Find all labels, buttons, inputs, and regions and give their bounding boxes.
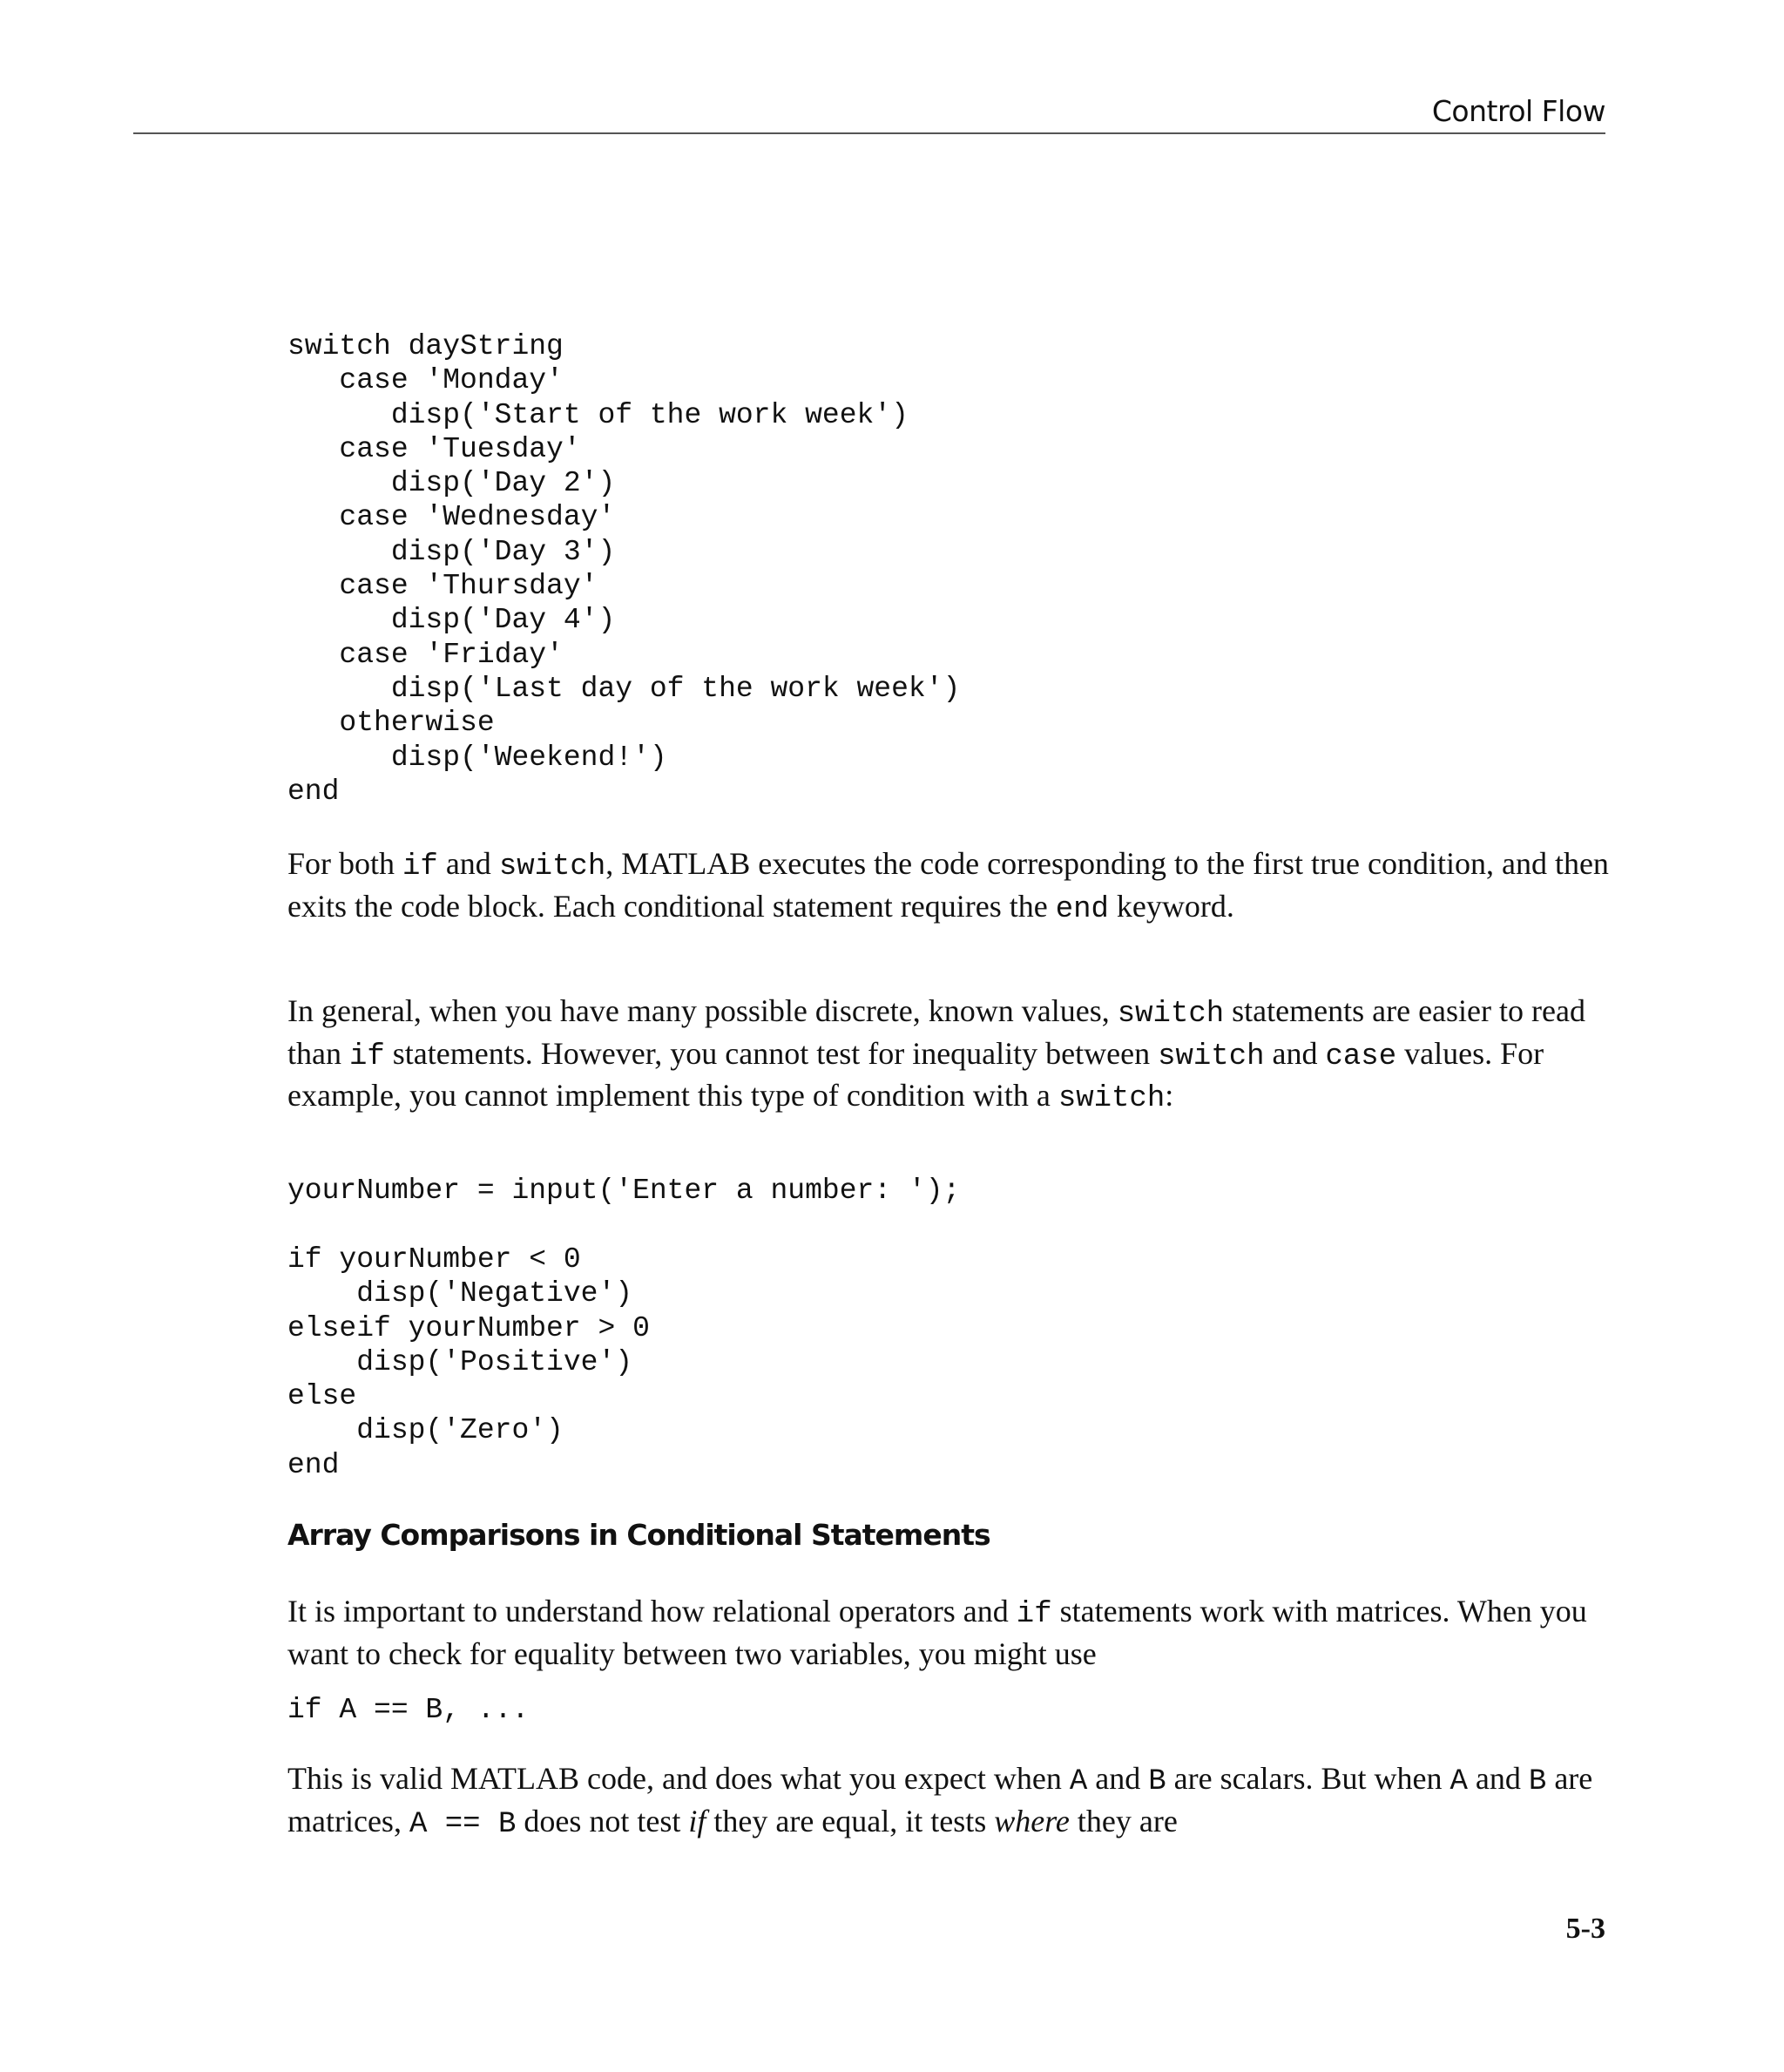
paragraph-text: For both	[287, 846, 403, 881]
paragraph-text: statements work with matrices. When you want to check for equality between two variables, you might use	[287, 1594, 1587, 1671]
paragraph-if-switch	[287, 844, 1612, 929]
code-block-input: yourNumber = input('Enter a number: ');	[287, 1175, 961, 1207]
paragraph-text: :	[1165, 1078, 1174, 1113]
paragraph-text: statements. However, you cannot test for inequality between	[384, 1035, 1159, 1071]
inline-code: switch	[1158, 1039, 1265, 1073]
paragraph-text: , MATLAB executes the code corresponding to the first true condition, and then exits the code block. Each conditional statement requires the	[287, 846, 1609, 924]
paragraph-text: and	[437, 846, 499, 881]
inline-code: switch	[498, 850, 606, 884]
section-heading: Array Comparisons in Conditional Statements	[287, 1518, 990, 1552]
inline-code: case	[1325, 1039, 1397, 1073]
inline-code: end	[1055, 892, 1109, 926]
emphasis-text: if	[688, 1803, 706, 1838]
code-block-if-elseif: if yourNumber < 0 disp('Negative') elseif yourNumber > 0 disp('Positive') else disp('Zero') end	[287, 1243, 650, 1481]
code-block-if-equal: if A == B, ...	[287, 1694, 530, 1726]
inline-code: A	[1069, 1765, 1088, 1798]
page-number: 5-3	[1565, 1913, 1605, 1945]
paragraph-text: and	[1264, 1035, 1326, 1071]
inline-code: A	[1450, 1765, 1468, 1798]
paragraph-text: are matrices,	[287, 1761, 1593, 1838]
emphasis-text: where	[994, 1803, 1070, 1838]
paragraph-text: and	[1467, 1761, 1529, 1796]
inline-code: A == B	[409, 1807, 517, 1841]
paragraph-switch-general	[287, 992, 1612, 1119]
paragraph-text: and	[1087, 1761, 1149, 1796]
paragraph-text: they are	[1069, 1803, 1178, 1838]
inline-code: if	[1016, 1598, 1052, 1631]
code-block-switch: switch dayString case 'Monday' disp('Start of the work week') case 'Tuesday' disp('Day 2') case 'Wednesday' disp('Day 3') case 'Thursday' disp('Day 4') case 'Friday' disp('Last day of the work week') otherwise disp('Weekend!') end	[287, 330, 961, 808]
inline-code: if	[348, 1039, 385, 1073]
inline-code: switch	[1058, 1082, 1166, 1115]
paragraph-text: It is important to understand how relational operators and	[287, 1594, 1017, 1628]
running-head	[133, 92, 1605, 134]
paragraph-text: statements are easier to read than	[287, 993, 1585, 1071]
paragraph-text: does not test	[516, 1803, 689, 1838]
paragraph-matrix-equality	[287, 1759, 1612, 1844]
inline-code: B	[1148, 1765, 1166, 1798]
paragraph-relational-operators	[287, 1592, 1612, 1673]
paragraph-text: they are equal, it tests	[706, 1803, 995, 1838]
inline-code: B	[1528, 1765, 1547, 1798]
paragraph-text: values. For example, you cannot implement this type of condition with a	[287, 1035, 1544, 1113]
paragraph-text: are scalars. But when	[1166, 1761, 1450, 1796]
paragraph-text: keyword.	[1108, 888, 1234, 924]
inline-code: switch	[1117, 998, 1225, 1031]
inline-code: if	[402, 850, 438, 884]
running-head-title: Control Flow	[1431, 94, 1605, 128]
paragraph-text: This is valid MATLAB code, and does what you expect when	[287, 1761, 1070, 1796]
paragraph-text: In general, when you have many possible discrete, known values,	[287, 993, 1118, 1028]
